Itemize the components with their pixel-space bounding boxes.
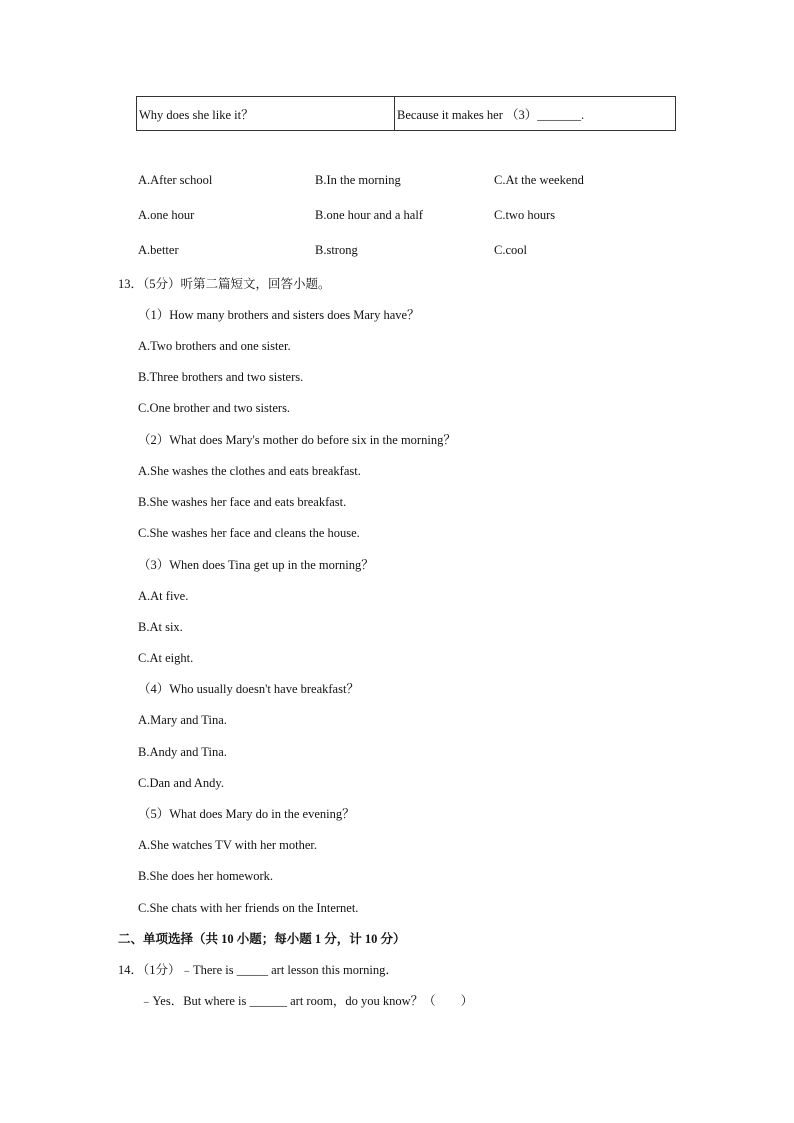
option-row3-b: B.strong	[315, 243, 358, 257]
q13-3-option-a: A.At five.	[138, 589, 189, 603]
q13-1-option-c: C.One brother and two sisters.	[138, 401, 291, 415]
q13-header: 13．（5分）听第二篇短文，回答小题。	[118, 277, 331, 291]
q13-4-stem: （4）Who usually doesn't have breakfast？	[138, 682, 359, 696]
option-row3-c: C.cool	[494, 243, 527, 257]
option-row1-b: B.In the morning	[315, 173, 401, 187]
q13-3-stem: （3）When does Tina get up in the morning？	[138, 558, 374, 572]
option-row1-a: A.After school	[138, 173, 213, 187]
section2-title: 二、单项选择（共 10 小题；每小题 1 分，计 10 分）	[118, 932, 406, 946]
table-question-cell: Why does she like it？	[137, 97, 395, 131]
q13-2-stem: （2）What does Mary's mother do before six in the morning？	[138, 433, 456, 447]
q13-4-option-c: C.Dan and Andy.	[138, 776, 224, 790]
q13-5-option-a: A.She watches TV with her mother.	[138, 838, 318, 852]
q13-2-option-b: B.She washes her face and eats breakfast.	[138, 495, 347, 509]
option-row3-a: A.better	[138, 243, 179, 257]
q13-1-option-a: A.Two brothers and one sister.	[138, 339, 291, 353]
option-row2-a: A.one hour	[138, 208, 195, 222]
info-table	[136, 96, 676, 131]
q13-3-option-c: C.At eight.	[138, 651, 194, 665]
q13-4-option-a: A.Mary and Tina.	[138, 713, 227, 727]
q13-5-option-c: C.She chats with her friends on the Internet.	[138, 901, 359, 915]
q13-2-option-c: C.She washes her face and cleans the house.	[138, 526, 360, 540]
option-row2-c: C.two hours	[494, 208, 556, 222]
q13-1-stem: （1）How many brothers and sisters does Mary have？	[138, 308, 420, 322]
option-row2-b: B.one hour and a half	[315, 208, 423, 222]
q13-1-option-b: B.Three brothers and two sisters.	[138, 370, 304, 384]
q14-line2: ﹣Yes．But where is ______ art room，do you know？（ ）	[140, 994, 474, 1008]
option-row1-c: C.At the weekend	[494, 173, 584, 187]
q13-2-option-a: A.She washes the clothes and eats breakfast.	[138, 464, 361, 478]
q13-5-option-b: B.She does her homework.	[138, 869, 274, 883]
q13-3-option-b: B.At six.	[138, 620, 183, 634]
table-answer-cell: Because it makes her （3）_______.	[395, 97, 676, 131]
q13-4-option-b: B.Andy and Tina.	[138, 745, 227, 759]
q13-5-stem: （5）What does Mary do in the evening？	[138, 807, 355, 821]
q14-line1: 14．（1分）﹣There is _____ art lesson this morning．	[118, 963, 398, 977]
